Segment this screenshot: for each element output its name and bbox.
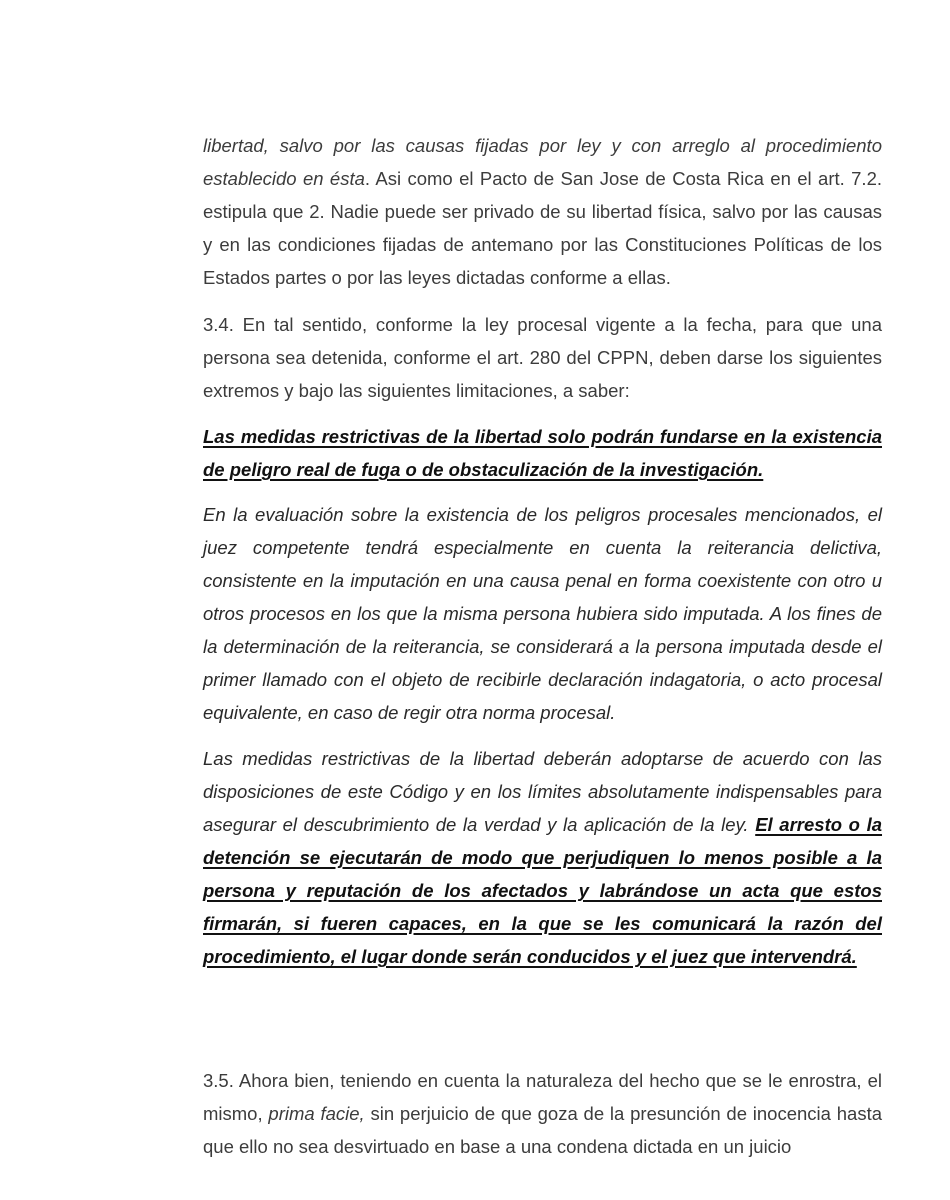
paragraph-freedom-clause [203,129,882,294]
highlighted-arrest-clause: El arresto o la detención se ejecutarán de modo que perjudiquen lo menos posible a la persona y reputación de los afectados y labrándose un acta que estos firmarán, si fueren capaces, en la que se les comunicará la razón del procedimiento, el lugar donde serán conducidos y el juez que intervendrá. [203,814,883,967]
paragraph-3-4: 3.4. En tal sentido, conforme la ley procesal vigente a la fecha, para que una persona sea detenida, conforme el art. 280 del CPPN, deben darse los siguientes extremos y bajo las siguientes limitaciones, a saber: [203,314,882,401]
prima-facie-italic: prima facie, [268,1103,365,1124]
paragraph-6-after: sin perjuicio de que goza de la presunción de inocencia hasta que ello no sea desvirtuado en base a una condena dictada en un juicio [203,1103,883,1157]
paragraph-1-rest: . Asi como el Pacto de San Jose de Costa Rica en el art. 7.2. estipula que 2. Nadie puede ser privado de su libertad física, salvo por las causas y en las condiciones fijadas de antemano por las Constituciones Políticas de los Estados partes o por las leyes dictadas conforme a ellas. [203,168,882,288]
paragraph-restrictive-measures-code [203,742,882,973]
italic-quote-start: libertad, salvo por las causas fijadas por ley y con arreglo al procedimiento establecido en ésta [203,135,882,189]
paragraph-procedural-dangers: En la evaluación sobre la existencia de los peligros procesales mencionados, el juez competente tendrá especialmente en cuenta la reiterancia delictiva, consistente en la imputación en una causa penal en forma coexistente con otro u otros procesos en los que la misma persona hubiera sido imputada. A los fines de la determinación de la reiterancia, se considerará a la persona imputada desde el primer llamado con el objeto de recibirle declaración indagatoria, o acto procesal equivalente, en caso de regir otra norma procesal. [203,504,882,723]
paragraph-3-5 [203,1064,882,1163]
paragraph-6-before: 3.5. Ahora bien, teniendo en cuenta la naturaleza del hecho que se le enrostra, el mismo, [203,1070,882,1124]
highlighted-restrictive-measures: Las medidas restrictivas de la libertad solo podrán fundarse en la existencia de peligro real de fuga o de obstaculización de la investigación. [203,426,882,480]
paragraph-5-plain: Las medidas restrictivas de la libertad deberán adoptarse de acuerdo con las disposiciones de este Código y en los límites absolutamente indispensables para asegurar el descubrimiento de la verdad y la aplicación de la ley. [203,748,882,835]
